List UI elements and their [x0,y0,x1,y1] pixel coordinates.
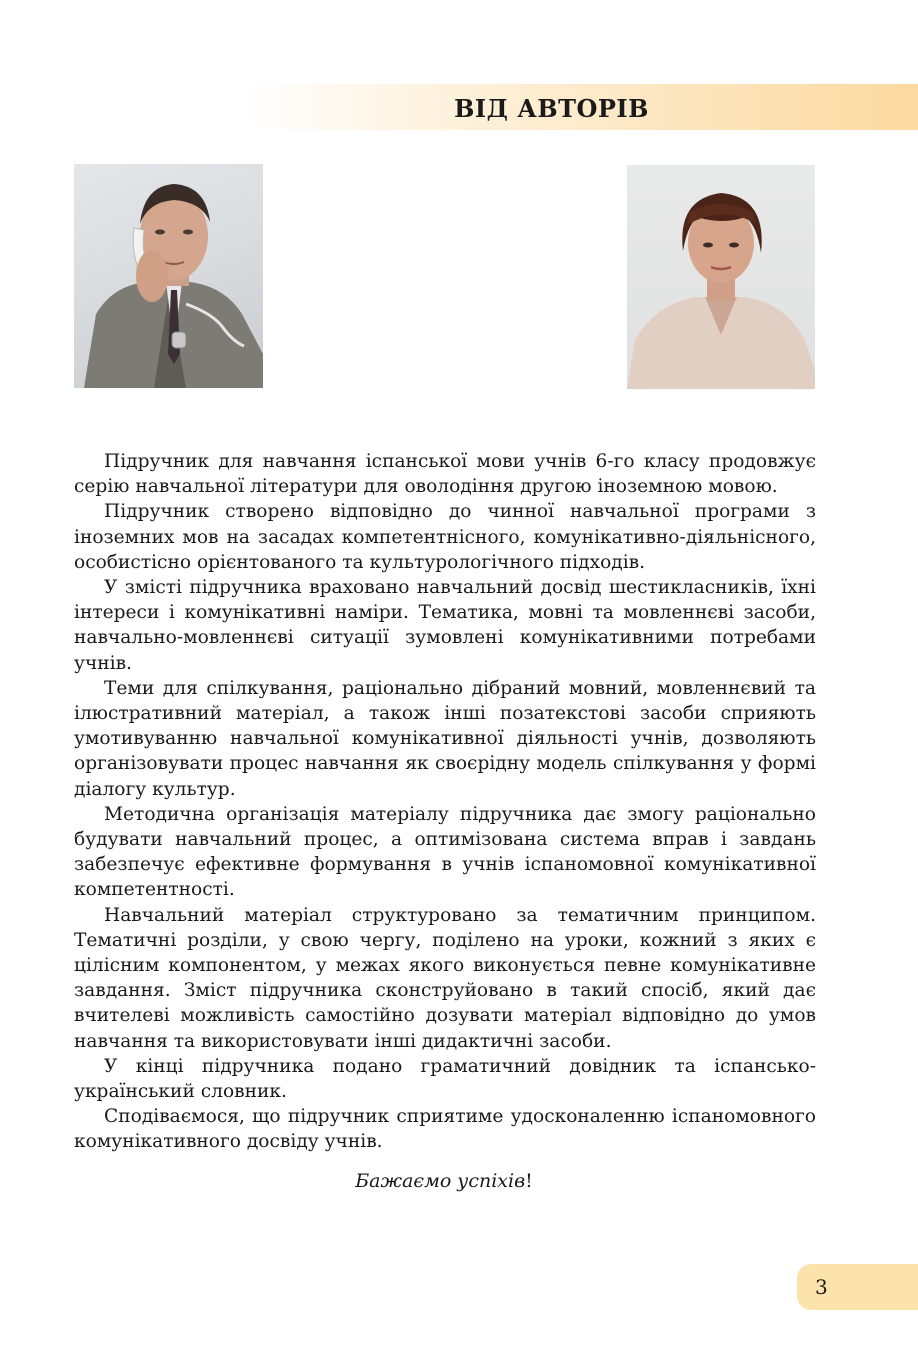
page-title: ВІД АВТОРІВ [454,94,649,123]
paragraph: Сподіваємося, що підручник сприятиме удосконаленню іспаномовного комунікативного досвіду учнів. [74,1106,816,1153]
title-band [245,84,918,130]
paragraph: У кінці підручника подано граматичний довідник та іспансько-український словник. [74,1055,816,1103]
closing-wish [0,1170,894,1192]
preface-text [74,449,816,1155]
paragraph: Підручник створено відповідно до чинної навчальної програми з іноземних мов на засадах компетентнісного, комунікативно-діяльнісного, особистісно орієнтованого та культурологічного підходів. [74,501,816,573]
paragraph: Навчальний матеріал структуровано за тематичним принципом. Тематичні розділи, у свою чергу, поділено на уроки, кожний з яких є цілісним компонентом, у межах якого виконується певне комунікативне завдання. Зміст підручника сконструйовано в такий спосіб, який дає вчителеві можливість самостійно дозувати матеріал відповідно до умов навчання та використовувати інші дидактичні засоби. [74,904,816,1052]
author-man-on-phone-photo [74,164,263,388]
author-woman-portrait-photo [627,165,815,389]
closing-wish-text: Бажаємо успіхів [355,1170,526,1192]
paragraph: Підручник для навчання іспанської мови учнів 6-го класу продовжує серію навчальної літератури для оволодіння другою іноземною мовою. [74,451,816,498]
closing-exclamation: ! [525,1170,533,1192]
paragraph: Теми для спілкування, раціонально дібраний мовний, мовленнєвий та ілюстративний матеріал, а також інші позатекстові засоби сприяють умотивуванню навчальної комунікативної діяльності учнів, дозволяють організовувати процес навчання як своєрідну модель спілкування у формі діалогу культур. [74,677,816,800]
page-number: 3 [815,1275,828,1299]
paragraph: Методична організація матеріалу підручника дає змогу раціонально будувати навчальний процес, а оптимізована система вправ і завдань забезпечує ефективне формування в учнів іспаномовної комунікативної компетентності. [74,803,816,901]
page-number-tab [797,1264,918,1310]
paragraph: У змісті підручника враховано навчальний досвід шестикласників, їхні інтереси і комунікативні наміри. Тематика, мовні та мовленнєві засоби, навчально-мовленнєві ситуації зумовлені комунікативними потребами учнів. [74,577,816,674]
